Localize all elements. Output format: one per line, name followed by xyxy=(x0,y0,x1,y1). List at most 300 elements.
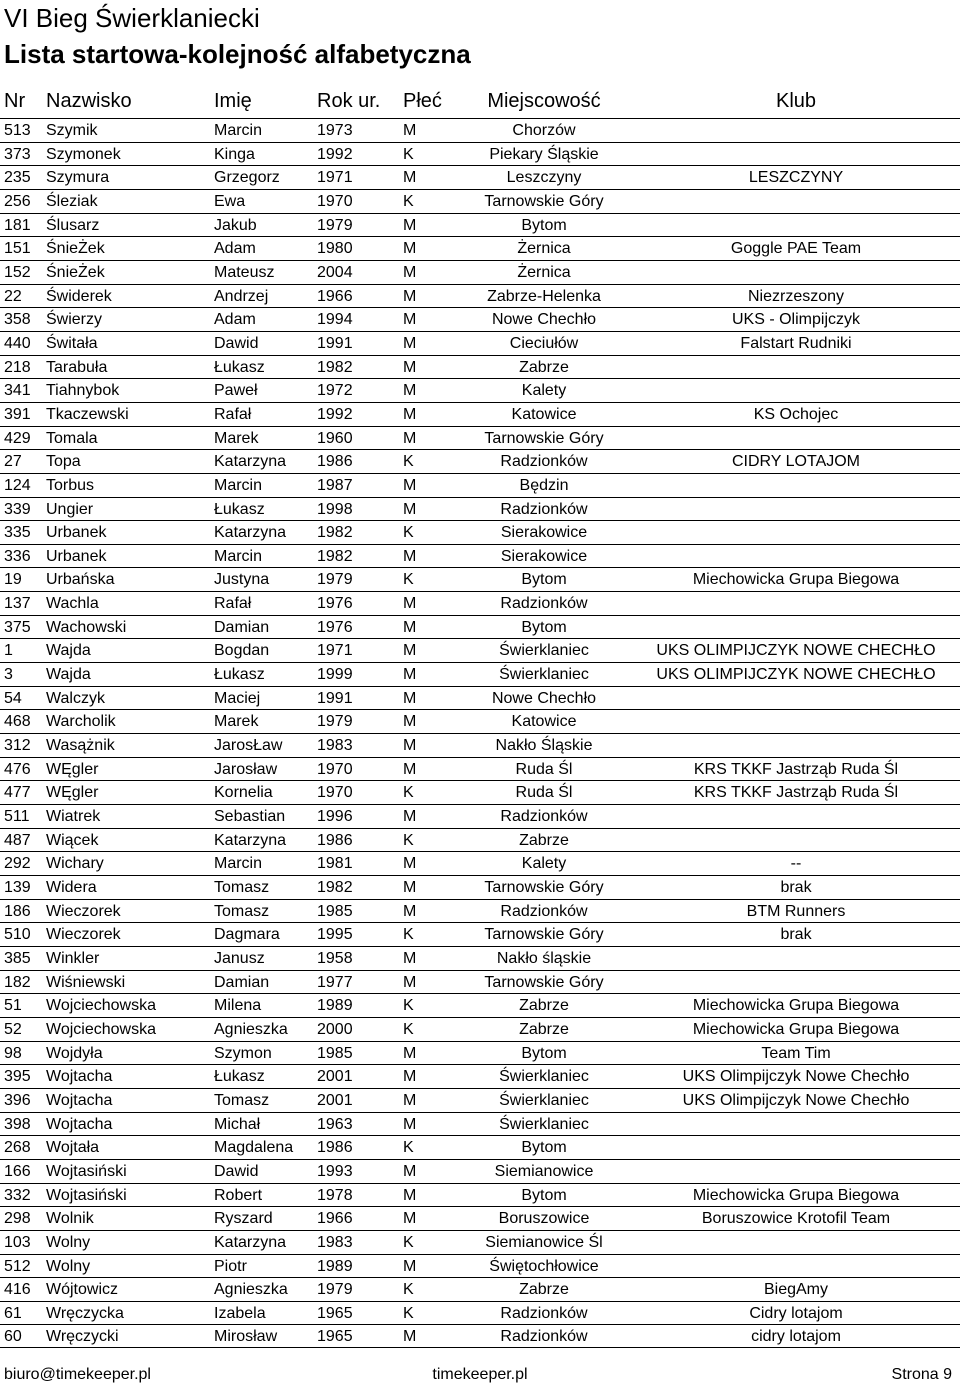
cell-miejscowosc: Kalety xyxy=(521,855,567,873)
cell-miejscowosc: Ruda Śl xyxy=(515,784,573,802)
cell-plec: M xyxy=(403,216,417,234)
cell-rok: 1970 xyxy=(317,192,353,210)
cell-nr: 103 xyxy=(4,1233,31,1251)
cell-miejscowosc: Będzin xyxy=(519,476,569,494)
cell-klub: UKS Olimpijczyk Nowe Chechło xyxy=(682,1091,910,1109)
cell-miejscowosc: Tarnowskie Góry xyxy=(484,429,604,447)
cell-imie: Marek xyxy=(214,429,259,447)
cell-imie: Marek xyxy=(214,713,259,731)
cell-nazwisko: Wajda xyxy=(46,666,91,684)
cell-imie: Tomasz xyxy=(214,902,270,920)
cell-klub: BTM Runners xyxy=(746,902,846,920)
cell-rok: 1992 xyxy=(317,405,353,423)
cell-nazwisko: Tkaczewski xyxy=(46,405,129,423)
cell-plec: M xyxy=(403,595,417,613)
cell-rok: 1982 xyxy=(317,358,353,376)
cell-plec: M xyxy=(403,1257,417,1275)
cell-nr: 341 xyxy=(4,382,31,400)
cell-nr: 512 xyxy=(4,1257,31,1275)
cell-rok: 1986 xyxy=(317,831,353,849)
cell-imie: Magdalena xyxy=(214,1139,294,1157)
table-row xyxy=(0,118,960,142)
cell-rok: 2004 xyxy=(317,263,353,281)
table-row xyxy=(0,331,960,355)
header-plec: Płeć xyxy=(403,90,442,112)
cell-nr: 511 xyxy=(4,808,30,826)
cell-klub: Miechowicka Grupa Biegowa xyxy=(692,1186,900,1204)
cell-plec: K xyxy=(403,997,414,1015)
cell-plec: M xyxy=(403,855,417,873)
cell-nazwisko: Wasążnik xyxy=(46,737,115,755)
cell-miejscowosc: Świerklaniec xyxy=(499,642,589,660)
cell-imie: Tomasz xyxy=(214,1091,270,1109)
cell-imie: Katarzyna xyxy=(214,831,287,849)
cell-plec: M xyxy=(403,879,417,896)
cell-rok: 1979 xyxy=(317,1281,353,1299)
cell-plec: K xyxy=(403,145,414,163)
cell-nr: 268 xyxy=(4,1139,31,1157)
cell-rok: 1982 xyxy=(317,524,353,542)
cell-miejscowosc: Zabrze-Helenka xyxy=(487,287,601,305)
cell-imie: Adam xyxy=(214,311,256,329)
cell-imie: Andrzej xyxy=(214,287,269,305)
cell-nr: 375 xyxy=(4,618,31,636)
cell-imie: Jakub xyxy=(214,216,257,234)
cell-miejscowosc: Świerklaniec xyxy=(499,1091,589,1109)
cell-plec: K xyxy=(403,784,414,802)
table-row xyxy=(0,1088,960,1112)
table-row xyxy=(0,378,960,402)
cell-imie: Rafał xyxy=(214,595,252,613)
cell-imie: Marcin xyxy=(214,122,263,139)
cell-plec: M xyxy=(403,713,417,731)
cell-nr: 385 xyxy=(4,949,31,967)
header-klub: Klub xyxy=(775,90,817,112)
cell-nazwisko: Wojtasiński xyxy=(46,1186,127,1204)
cell-miejscowosc: Leszczyny xyxy=(506,169,582,187)
cell-nr: 98 xyxy=(4,1044,22,1062)
cell-plec: M xyxy=(403,689,417,707)
cell-imie: Dawid xyxy=(214,1162,259,1180)
table-row xyxy=(0,1159,960,1183)
cell-miejscowosc: Chorzów xyxy=(512,122,576,139)
cell-klub: UKS OLIMPIJCZYK NOWE CHECHŁO xyxy=(656,666,936,684)
table-row xyxy=(0,189,960,213)
cell-nr: 312 xyxy=(4,737,31,755)
cell-miejscowosc: Nowe Chechło xyxy=(491,689,597,707)
table-row xyxy=(0,1206,960,1230)
cell-nr: 51 xyxy=(4,997,22,1015)
cell-rok: 1999 xyxy=(317,666,353,684)
cell-klub: brak xyxy=(780,926,812,944)
cell-nazwisko: Świerzy xyxy=(46,311,103,329)
cell-miejscowosc: Katowice xyxy=(511,713,577,731)
cell-nazwisko: Świderek xyxy=(46,287,112,305)
cell-nazwisko: Wiącek xyxy=(46,831,99,849)
cell-miejscowosc: Radzionków xyxy=(500,1304,588,1322)
cell-plec: M xyxy=(403,405,417,423)
cell-plec: M xyxy=(403,808,417,826)
page-subtitle: Lista startowa-kolejność alfabetyczna xyxy=(4,39,471,69)
cell-plec: M xyxy=(403,311,417,329)
table-row xyxy=(0,686,960,710)
cell-imie: Sebastian xyxy=(214,808,286,826)
header-miejscowosc: Miejscowość xyxy=(487,90,601,112)
cell-rok: 2001 xyxy=(317,1091,353,1109)
table-row xyxy=(0,899,960,923)
cell-plec: M xyxy=(403,949,417,967)
cell-plec: M xyxy=(403,334,417,352)
cell-plec: M xyxy=(403,382,417,400)
cell-nr: 1 xyxy=(4,642,13,660)
cell-miejscowosc: Zabrze xyxy=(519,1281,569,1299)
cell-rok: 1966 xyxy=(317,287,353,305)
cell-nazwisko: Urbańska xyxy=(46,571,115,589)
cell-klub: KRS TKKF Jastrząb Ruda Śl xyxy=(693,784,899,802)
table-row xyxy=(0,733,960,757)
cell-imie: Mirosław xyxy=(214,1328,278,1346)
table-row xyxy=(0,1041,960,1065)
cell-imie: Milena xyxy=(214,997,262,1015)
cell-plec: M xyxy=(403,666,417,684)
cell-plec: M xyxy=(403,902,417,920)
table-row xyxy=(0,993,960,1017)
table-row xyxy=(0,307,960,331)
cell-nr: 152 xyxy=(4,263,31,281)
table-row xyxy=(0,426,960,450)
cell-rok: 1978 xyxy=(317,1186,353,1204)
cell-rok: 1965 xyxy=(317,1304,353,1322)
cell-miejscowosc: Żernica xyxy=(517,263,571,281)
cell-nr: 440 xyxy=(4,334,31,352)
cell-miejscowosc: Radzionków xyxy=(500,453,588,471)
cell-nazwisko: Świtała xyxy=(46,334,98,352)
cell-rok: 1991 xyxy=(317,689,353,707)
cell-imie: Kinga xyxy=(214,145,255,163)
table-row xyxy=(0,473,960,497)
cell-nr: 166 xyxy=(4,1162,31,1180)
cell-nr: 124 xyxy=(4,476,31,494)
cell-nr: 336 xyxy=(4,547,31,565)
cell-miejscowosc: Tarnowskie Góry xyxy=(484,192,604,210)
cell-nr: 137 xyxy=(4,595,31,613)
table-row xyxy=(0,615,960,639)
cell-rok: 1991 xyxy=(317,334,353,352)
cell-miejscowosc: Sierakowice xyxy=(500,547,588,565)
footer-email: biuro@timekeeper.pl xyxy=(4,1366,151,1383)
cell-nazwisko: Szymik xyxy=(46,122,98,139)
cell-miejscowosc: Żernica xyxy=(517,240,571,258)
cell-nr: 391 xyxy=(4,405,31,423)
cell-nazwisko: Wojciechowska xyxy=(46,997,156,1015)
cell-nazwisko: Wiśniewski xyxy=(46,973,126,991)
page-footer xyxy=(0,1366,960,1390)
cell-nazwisko: Wojciechowska xyxy=(46,1020,156,1038)
cell-rok: 1976 xyxy=(317,595,353,613)
cell-imie: Piotr xyxy=(214,1257,247,1275)
cell-rok: 1996 xyxy=(317,808,353,826)
cell-rok: 1977 xyxy=(317,973,353,991)
table-row xyxy=(0,355,960,379)
cell-plec: M xyxy=(403,287,417,305)
cell-rok: 1987 xyxy=(317,476,353,494)
cell-nr: 398 xyxy=(4,1115,31,1133)
cell-plec: K xyxy=(403,1281,414,1299)
cell-miejscowosc: Świerklaniec xyxy=(499,1115,589,1133)
cell-miejscowosc: Tarnowskie Góry xyxy=(484,973,604,991)
cell-rok: 1963 xyxy=(317,1115,353,1133)
cell-plec: M xyxy=(403,1091,417,1109)
cell-nr: 335 xyxy=(4,524,31,542)
page-title: VI Bieg Świerklaniecki xyxy=(4,3,260,33)
table-row xyxy=(0,142,960,166)
cell-plec: M xyxy=(403,358,417,376)
cell-rok: 1971 xyxy=(317,169,353,187)
cell-nazwisko: Wachowski xyxy=(46,618,127,636)
cell-rok: 1992 xyxy=(317,145,353,163)
cell-rok: 1972 xyxy=(317,382,353,400)
cell-klub: Miechowicka Grupa Biegowa xyxy=(692,1020,900,1038)
cell-nr: 429 xyxy=(4,429,31,447)
cell-nazwisko: Wolnik xyxy=(46,1210,94,1228)
cell-plec: M xyxy=(403,642,417,660)
cell-miejscowosc: Boruszowice xyxy=(498,1210,590,1228)
table-row xyxy=(0,804,960,828)
cell-miejscowosc: Siemianowice Śl xyxy=(485,1233,603,1251)
cell-nr: 373 xyxy=(4,145,31,163)
cell-imie: Ryszard xyxy=(214,1210,273,1228)
cell-nazwisko: Wachla xyxy=(46,595,99,613)
table-row xyxy=(0,970,960,994)
table-row xyxy=(0,260,960,284)
cell-imie: JarosŁaw xyxy=(214,737,283,755)
cell-plec: M xyxy=(403,122,417,139)
table-header xyxy=(0,88,960,116)
cell-nr: 218 xyxy=(4,358,31,376)
cell-rok: 1993 xyxy=(317,1162,353,1180)
cell-imie: Tomasz xyxy=(214,879,270,896)
cell-nazwisko: Urbanek xyxy=(46,524,107,542)
cell-rok: 1982 xyxy=(317,547,353,565)
cell-miejscowosc: Siemianowice xyxy=(494,1162,594,1180)
cell-rok: 1985 xyxy=(317,1044,353,1062)
cell-nazwisko: Ślusarz xyxy=(46,216,100,234)
table-row xyxy=(0,709,960,733)
cell-rok: 1976 xyxy=(317,618,353,636)
footer-page-number: Strona 9 xyxy=(891,1366,952,1383)
cell-plec: K xyxy=(403,524,414,542)
cell-imie: Łukasz xyxy=(214,500,265,518)
cell-imie: Łukasz xyxy=(214,358,265,376)
cell-miejscowosc: Bytom xyxy=(521,1139,567,1157)
table-row xyxy=(0,567,960,591)
cell-imie: Łukasz xyxy=(214,1068,265,1086)
cell-imie: Maciej xyxy=(214,689,261,707)
header-nazwisko: Nazwisko xyxy=(46,90,132,112)
cell-miejscowosc: Bytom xyxy=(521,1044,567,1062)
cell-klub: KS Ochojec xyxy=(753,405,839,423)
cell-miejscowosc: Ruda Śl xyxy=(515,760,573,778)
cell-miejscowosc: Zabrze xyxy=(519,1020,569,1038)
cell-plec: M xyxy=(403,547,417,565)
cell-plec: M xyxy=(403,500,417,518)
cell-miejscowosc: Tarnowskie Góry xyxy=(484,926,604,944)
cell-nazwisko: Widera xyxy=(46,879,97,896)
cell-nr: 182 xyxy=(4,973,31,991)
cell-nazwisko: Wolny xyxy=(46,1257,91,1275)
cell-nr: 298 xyxy=(4,1210,31,1228)
cell-imie: Dawid xyxy=(214,334,259,352)
table-row xyxy=(0,946,960,970)
cell-nazwisko: ŚnieŻek xyxy=(46,240,105,258)
table-row xyxy=(0,828,960,852)
table-row xyxy=(0,875,960,899)
table-row xyxy=(0,757,960,781)
cell-plec: K xyxy=(403,1139,414,1157)
cell-imie: Janusz xyxy=(214,949,265,967)
cell-nazwisko: Torbus xyxy=(46,476,95,494)
cell-nazwisko: Tiahnybok xyxy=(46,382,120,400)
cell-miejscowosc: Radzionków xyxy=(500,595,588,613)
table-row xyxy=(0,662,960,686)
cell-nr: 468 xyxy=(4,713,31,731)
cell-nazwisko: Warcholik xyxy=(46,713,116,731)
cell-imie: Szymon xyxy=(214,1044,272,1062)
cell-nr: 487 xyxy=(4,831,31,849)
table-row xyxy=(0,236,960,260)
cell-rok: 1986 xyxy=(317,1139,353,1157)
table-row xyxy=(0,449,960,473)
cell-miejscowosc: Radzionków xyxy=(500,500,588,518)
cell-plec: M xyxy=(403,1210,417,1228)
cell-rok: 1965 xyxy=(317,1328,353,1346)
cell-nr: 139 xyxy=(4,879,31,896)
cell-nr: 19 xyxy=(4,571,22,589)
table-row xyxy=(0,1254,960,1278)
cell-plec: M xyxy=(403,263,417,281)
cell-plec: M xyxy=(403,1115,417,1133)
cell-nazwisko: Winkler xyxy=(46,949,100,967)
cell-klub: UKS Olimpijczyk Nowe Chechło xyxy=(682,1068,910,1086)
cell-miejscowosc: Świętochłowice xyxy=(489,1257,599,1275)
cell-rok: 1994 xyxy=(317,311,353,329)
header-nr: Nr xyxy=(4,90,26,112)
cell-nr: 52 xyxy=(4,1020,22,1038)
cell-nr: 358 xyxy=(4,311,31,329)
table-row xyxy=(0,1324,960,1348)
cell-miejscowosc: Nakło Śląskie xyxy=(495,737,593,755)
cell-nr: 61 xyxy=(4,1304,22,1322)
table-row xyxy=(0,1277,960,1301)
cell-nazwisko: Wajda xyxy=(46,642,91,660)
cell-imie: Agnieszka xyxy=(214,1281,288,1299)
header-rok: Rok ur. xyxy=(317,90,381,112)
cell-imie: Marcin xyxy=(214,547,263,565)
cell-plec: M xyxy=(403,618,417,636)
cell-klub: Boruszowice Krotofil Team xyxy=(701,1210,891,1228)
cell-nazwisko: Wójtowicz xyxy=(46,1281,119,1299)
cell-nazwisko: Wolny xyxy=(46,1233,91,1251)
cell-miejscowosc: Nakło śląskie xyxy=(496,949,592,967)
cell-rok: 1982 xyxy=(317,879,353,896)
cell-miejscowosc: Nowe Chechło xyxy=(491,311,597,329)
cell-miejscowosc: Radzionków xyxy=(500,808,588,826)
cell-nr: 151 xyxy=(4,240,31,258)
cell-nazwisko: Ungier xyxy=(46,500,94,518)
cell-plec: K xyxy=(403,1020,414,1038)
table-row xyxy=(0,922,960,946)
cell-nazwisko: Wręczycka xyxy=(46,1304,124,1322)
table-row xyxy=(0,1135,960,1159)
cell-miejscowosc: Cieciułów xyxy=(509,334,579,352)
cell-imie: Katarzyna xyxy=(214,1233,287,1251)
cell-miejscowosc: Bytom xyxy=(521,216,567,234)
cell-plec: M xyxy=(403,476,417,494)
cell-rok: 1970 xyxy=(317,760,353,778)
cell-miejscowosc: Katowice xyxy=(511,405,577,423)
cell-miejscowosc: Świerklaniec xyxy=(499,666,589,684)
cell-nazwisko: Wojtasiński xyxy=(46,1162,127,1180)
cell-miejscowosc: Kalety xyxy=(521,382,567,400)
cell-rok: 1985 xyxy=(317,902,353,920)
cell-rok: 1989 xyxy=(317,997,353,1015)
cell-nr: 477 xyxy=(4,784,31,802)
cell-nazwisko: WĘgler xyxy=(46,760,99,778)
table-row xyxy=(0,1017,960,1041)
cell-nr: 22 xyxy=(4,287,22,305)
cell-plec: M xyxy=(403,240,417,258)
cell-imie: Izabela xyxy=(214,1304,266,1322)
table-row xyxy=(0,213,960,237)
cell-miejscowosc: Świerklaniec xyxy=(499,1068,589,1086)
cell-rok: 1998 xyxy=(317,500,353,518)
start-list-table xyxy=(0,118,960,1348)
cell-klub: cidry lotajom xyxy=(751,1328,841,1346)
cell-nazwisko: Wojtacha xyxy=(46,1115,113,1133)
cell-nazwisko: Wiatrek xyxy=(46,808,101,826)
cell-nazwisko: Topa xyxy=(46,453,81,471)
cell-klub: CIDRY LOTAJOM xyxy=(731,453,861,471)
cell-plec: K xyxy=(403,453,414,471)
cell-plec: K xyxy=(403,926,414,944)
cell-rok: 1983 xyxy=(317,1233,353,1251)
cell-miejscowosc: Bytom xyxy=(521,1186,567,1204)
cell-klub: UKS - Olimpijczyk xyxy=(731,311,861,329)
table-row xyxy=(0,851,960,875)
cell-plec: M xyxy=(403,1186,417,1204)
cell-nr: 395 xyxy=(4,1068,31,1086)
cell-rok: 1960 xyxy=(317,429,353,447)
cell-nr: 54 xyxy=(4,689,22,707)
table-row xyxy=(0,284,960,308)
cell-imie: Marcin xyxy=(214,855,263,873)
cell-imie: Katarzyna xyxy=(214,453,287,471)
cell-klub: Cidry lotajom xyxy=(749,1304,843,1322)
cell-nr: 235 xyxy=(4,169,31,187)
cell-rok: 1971 xyxy=(317,642,353,660)
cell-imie: Damian xyxy=(214,618,270,636)
cell-klub: Niezrzeszony xyxy=(747,287,845,305)
cell-klub: Falstart Rudniki xyxy=(740,334,852,352)
cell-miejscowosc: Zabrze xyxy=(519,997,569,1015)
cell-plec: M xyxy=(403,737,417,755)
cell-miejscowosc: Radzionków xyxy=(500,1328,588,1346)
cell-nr: 396 xyxy=(4,1091,31,1109)
cell-plec: M xyxy=(403,1044,417,1062)
cell-rok: 1981 xyxy=(317,855,353,873)
table-row xyxy=(0,1301,960,1325)
cell-rok: 1980 xyxy=(317,240,353,258)
